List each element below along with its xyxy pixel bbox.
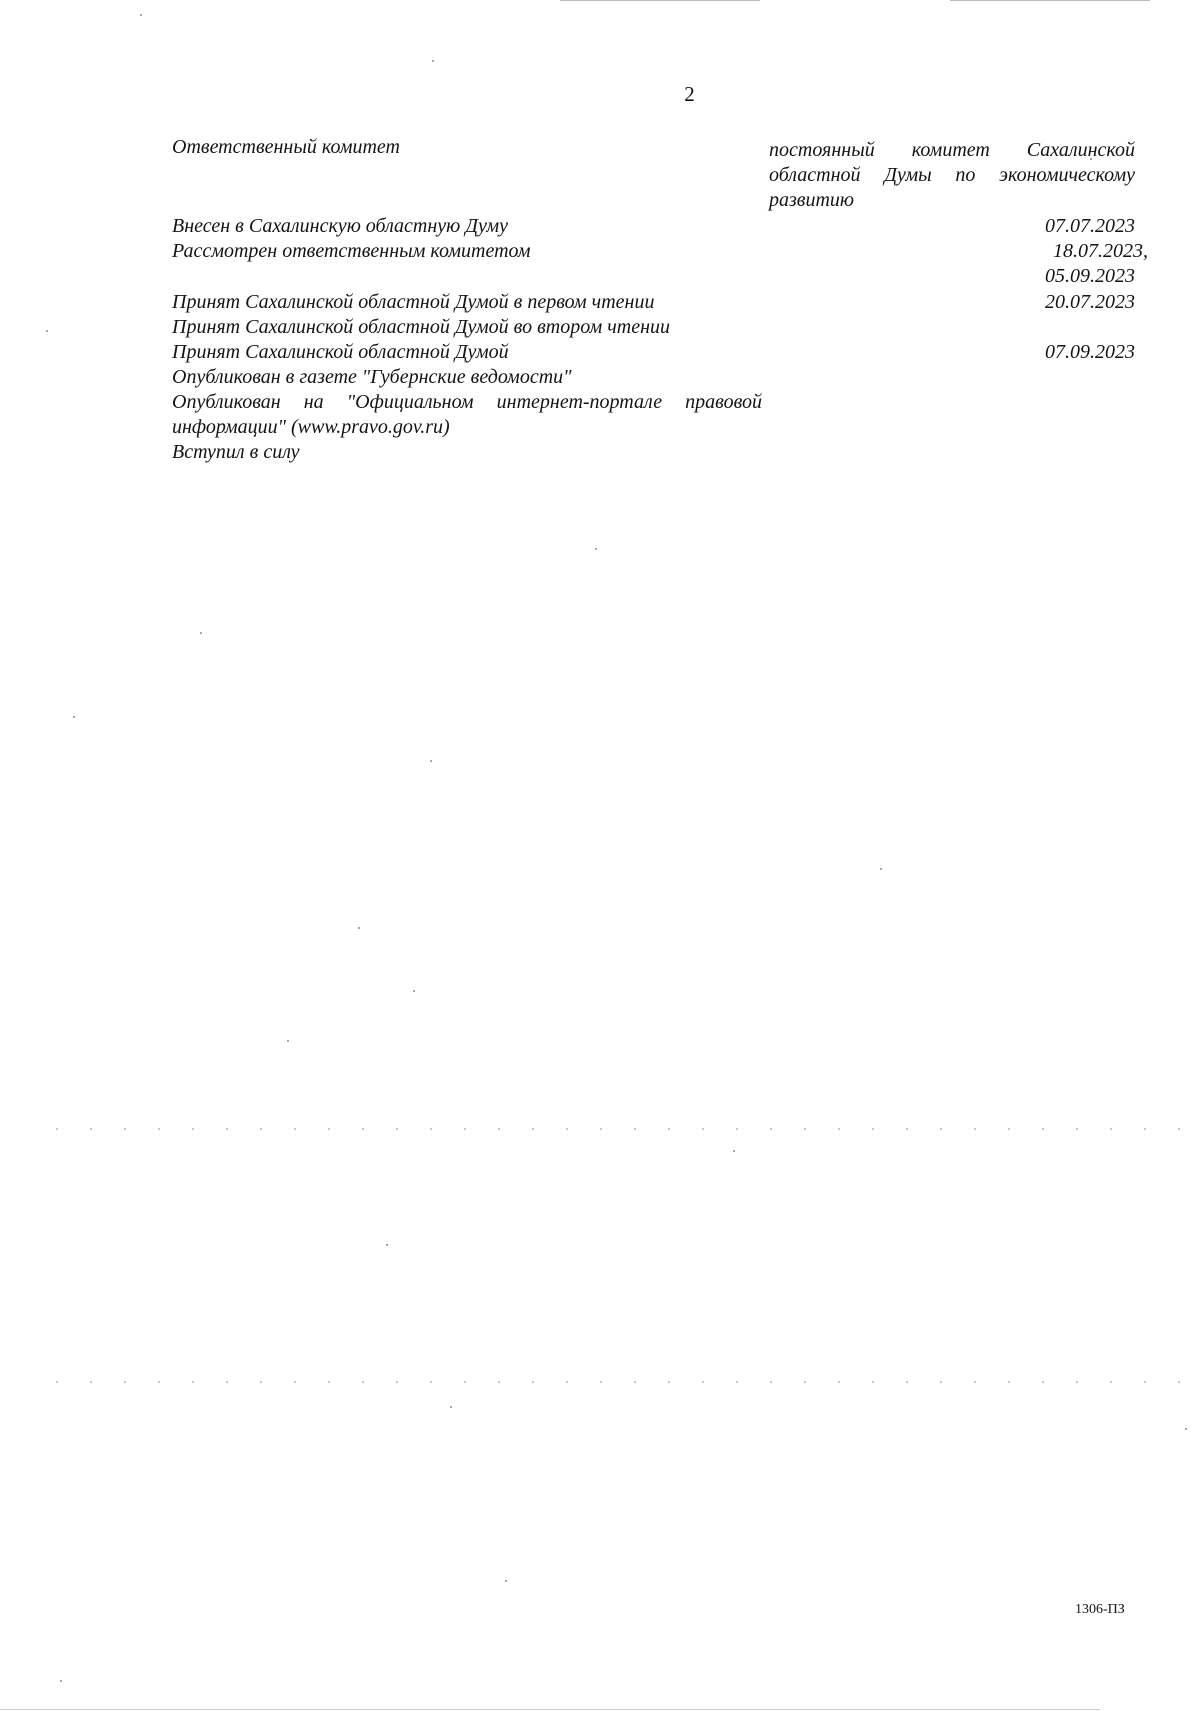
scan-speck [73, 716, 75, 718]
scan-speck [200, 632, 202, 634]
document-code: 1306-ПЗ [1075, 1602, 1125, 1617]
scan-speck [595, 548, 597, 550]
scan-speck [450, 1406, 452, 1408]
first-reading-label: Принят Сахалинской областной Думой в первом чтении [172, 291, 655, 313]
scan-speck [413, 990, 415, 992]
scan-edge-bottom [0, 1709, 1100, 1710]
adopted-label: Принят Сахалинской областной Думой [172, 341, 509, 363]
scan-speck [140, 14, 142, 16]
adopted-date: 07.09.2023 [1045, 341, 1135, 363]
scan-speck [880, 868, 882, 870]
scan-speck [386, 1244, 388, 1246]
published-portal-label-line: Опубликован на "Официальном интернет-портале правовой [172, 391, 762, 413]
page-number: 2 [684, 82, 695, 106]
committee-value-line: развитию [769, 189, 855, 211]
scan-speck [733, 1150, 735, 1152]
first-reading-date: 20.07.2023 [1045, 291, 1135, 313]
in-force-label: Вступил в силу [172, 441, 300, 463]
scan-speck [287, 1040, 289, 1042]
committee-label: Ответственный комитет [172, 136, 400, 158]
scan-speck [430, 760, 432, 762]
second-reading-label: Принят Сахалинской областной Думой во втором чтении [172, 316, 671, 338]
committee-value [769, 138, 1135, 213]
submitted-date: 07.07.2023 [1045, 215, 1135, 237]
published-portal-label [172, 390, 762, 440]
scan-speck [358, 927, 360, 929]
committee-value-line: областной Думы по экономическому [769, 164, 1135, 186]
reviewed-date: 18.07.2023, [1053, 240, 1148, 262]
submitted-label: Внесен в Сахалинскую областную Думу [172, 215, 509, 237]
committee-value-line: постоянный комитет Сахалинской [769, 139, 1135, 161]
scan-speck [505, 1580, 507, 1582]
published-portal-label-line: информации" (www.pravo.gov.ru) [172, 416, 450, 438]
reviewed-label: Рассмотрен ответственным комитетом [172, 240, 531, 262]
reviewed-date: 05.09.2023 [1045, 265, 1135, 287]
published-newspaper-label: Опубликован в газете "Губернские ведомости" [172, 366, 572, 388]
scan-dots [40, 1381, 1180, 1383]
scan-speck [432, 60, 434, 62]
scan-dots [40, 1128, 1180, 1130]
scan-speck [60, 1680, 62, 1682]
scan-speck [1185, 1428, 1187, 1430]
scan-speck [46, 330, 48, 332]
scan-edge-top [950, 0, 1150, 1]
scan-edge-top [560, 0, 760, 1]
